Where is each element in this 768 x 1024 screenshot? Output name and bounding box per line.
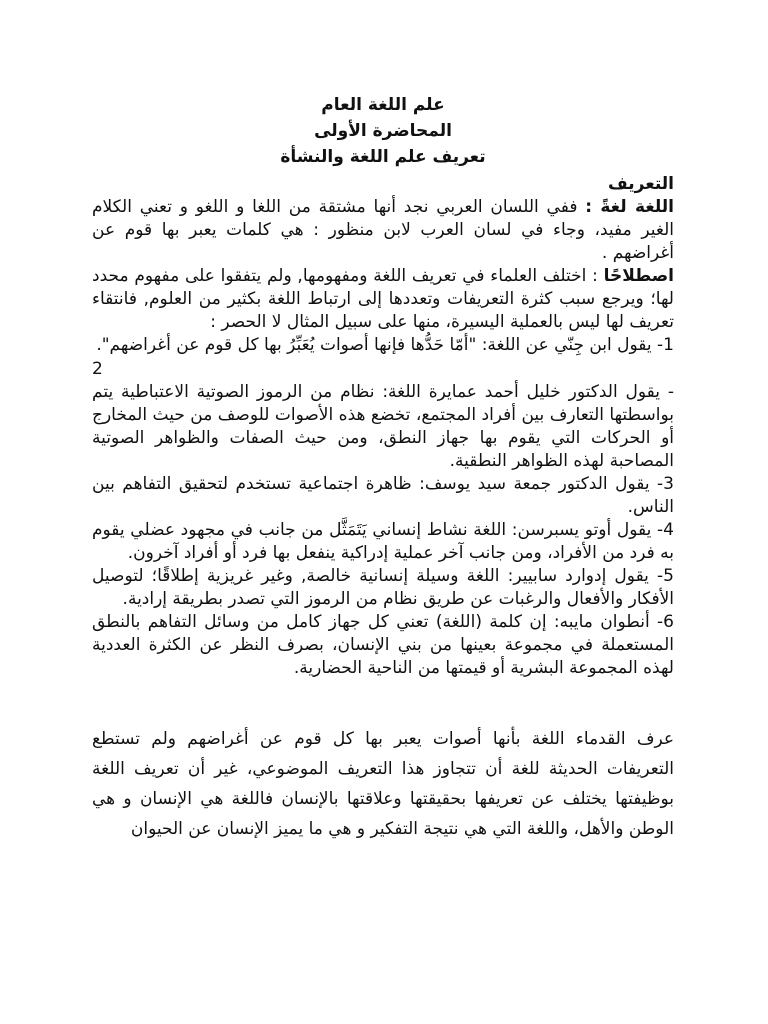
definition-4: 4- يقول أوتو يسبرسن: اللغة نشاط إنساني يَتَمَثَّل من جانب في مجهود عضلي يقوم به فرد من الأفراد، ومن جانب آخر عملية إدراكية ينفعل بها فرد أو أفراد آخرون. <box>92 520 674 563</box>
definition-2-number: 2 <box>92 359 103 379</box>
lexical-text: ففي اللسان العربي نجد أنها مشتقة من اللغا و اللغو و تعني الكلام الغير مفيد، وجاء في لسان العرب لابن منظور : هي كلمات يعبر بها قوم عن أغراضهم . <box>92 197 674 263</box>
lexical-definition <box>92 196 674 265</box>
closing-paragraph: عرف القدماء اللغة بأنها أصوات يعبر بها كل قوم عن أغراضهم ولم تستطع التعريفات الحديثة للغة أن تتجاوز هذا التعريف الموضوعي، غير أن تعريف اللغة بوظيفتها يختلف عن تعريفها بحقيقتها وعلاقتها بالإنسان فاللغة هي الإنسان و هي الوطن والأهل، واللغة التي هي نتيجة التفكير و هي ما يميز الإنسان عن الحيوان <box>92 729 674 839</box>
definition-1: 1- يقول ابن جِنّي عن اللغة: "أمّا حَدُّها فإنها أصوات يُعَبِّرُ بها كل قوم عن أغراضهم". <box>96 335 674 355</box>
lexical-label: اللغة لغةً : <box>585 197 675 217</box>
lecture-title: المحاضرة الأولى <box>314 121 452 141</box>
spacer <box>92 680 674 724</box>
definition-6: 6- أنطوان مايبه: إن كلمة (اللغة) تعني كل جهاز كامل من وسائل التفاهم بالنطق المستعملة في مجموعة بعينها من بني الإنسان، بصرف النظر عن الكثرة العددية لهذه المجموعة البشرية أو قيمتها من الناحية الحضارية. <box>92 612 674 678</box>
technical-definition <box>92 265 674 334</box>
definition-2: - يقول الدكتور خليل أحمد عمايرة اللغة: نظام من الرموز الصوتية الاعتباطية يتم بواسطتها التعارف بين أفراد المجتمع، تخضع هذه الأصوات للوصف من حيث المخارج أو الحركات التي يقوم بها جهاز النطق، ومن حيث الصفات والظواهر الصوتية المصاحبة لهذه الظواهر النطقية. <box>92 382 674 471</box>
document-page <box>92 92 674 844</box>
course-title: علم اللغة العام <box>321 95 445 115</box>
technical-label: اصطلاحًا <box>603 266 674 286</box>
definition-5: 5- يقول إدوارد سابيير: اللغة وسيلة إنسانية خالصة, وغير غريزية إطلاقًا؛ لتوصيل الأفكار والأفعال والرغبات عن طريق نظام من الرموز التي تصدر بطريقة إرادية. <box>92 566 674 609</box>
technical-text: : اختلف العلماء في تعريف اللغة ومفهومها, ولم يتفقوا على مفهوم محدد لها؛ ويرجع سبب كثرة التعريفات وتعددها إلى ارتباط اللغة بكثير من العلوم, فانتقاء تعريف لها ليس بالعملية اليسيرة، منها على سبيل المثال لا الحصر : <box>92 266 674 332</box>
topic-title: تعريف علم اللغة والنشأة <box>280 147 486 167</box>
definition-3: 3- يقول الدكتور جمعة سيد يوسف: ظاهرة اجتماعية تستخدم لتحقيق التفاهم بين الناس. <box>92 474 674 517</box>
section-heading: التعريف <box>608 174 674 194</box>
